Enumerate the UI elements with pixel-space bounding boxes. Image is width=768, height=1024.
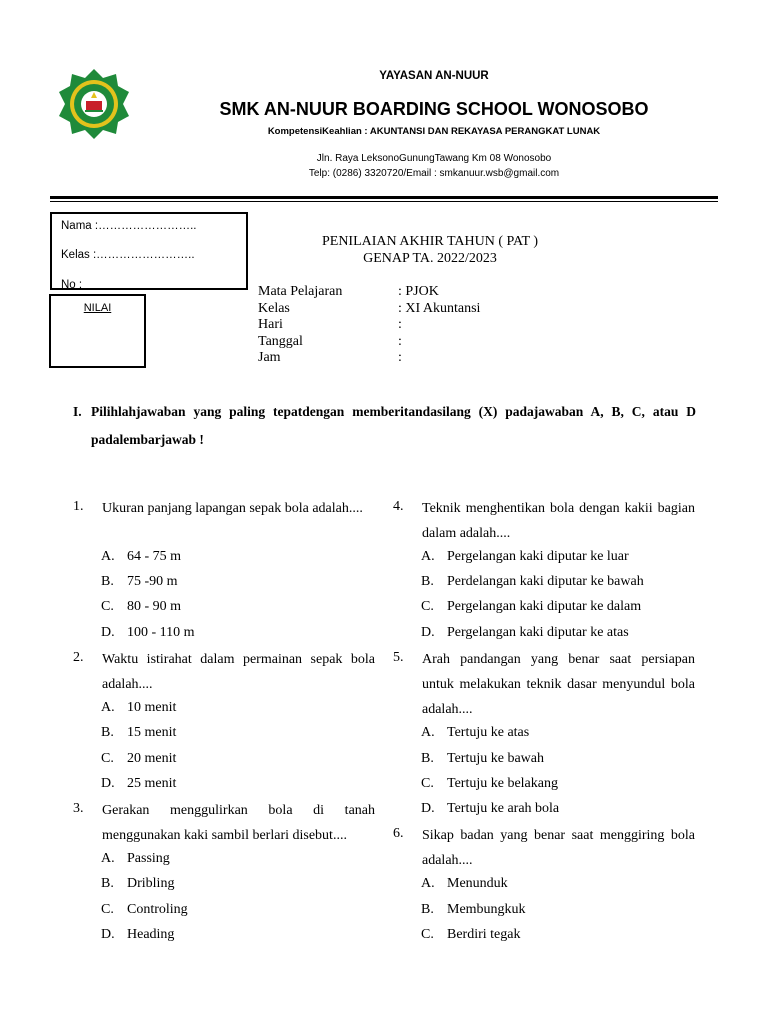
- info-label: Tanggal: [258, 333, 303, 349]
- info-value: : PJOK: [398, 284, 439, 299]
- info-value: :: [398, 317, 402, 332]
- competency-line: KompetensiKeahlian : AKUNTANSI DAN REKAYASA PERANGKAT LUNAK: [267, 126, 601, 137]
- address-line: Jln. Raya LeksonoGunungTawang Km 08 Wonosobo: [316, 153, 552, 164]
- info-value: :: [398, 350, 402, 365]
- question-number: 5.: [393, 650, 404, 665]
- info-row: [258, 301, 480, 318]
- question-number: 1.: [73, 499, 84, 514]
- info-label: Hari: [258, 317, 283, 332]
- question-text: Sikap badan yang benar saat menggiring bola adalah....: [422, 828, 695, 869]
- info-row: [258, 334, 402, 351]
- question-number: 4.: [393, 499, 404, 514]
- student-identity-box: [50, 212, 248, 290]
- question-text: Arah pandangan yang benar saat persiapan untuk melakukan teknik dasar menyundul bola adalah....: [422, 652, 695, 718]
- exam-title: [250, 233, 610, 267]
- info-label: Kelas: [258, 300, 290, 316]
- info-value: : XI Akuntansi: [398, 300, 481, 316]
- info-row: [258, 317, 402, 334]
- info-row: [258, 350, 402, 367]
- exam-title-line2: GENAP TA. 2022/2023: [363, 251, 497, 266]
- info-label: Mata Pelajaran: [258, 284, 343, 299]
- score-label: NILAI: [83, 302, 112, 314]
- info-row: [258, 284, 439, 301]
- header-rule-thick: [50, 196, 718, 199]
- question-text: Ukuran panjang lapangan sepak bola adalah....: [102, 501, 363, 516]
- foundation-name: YAYASAN AN-NUUR: [379, 70, 489, 82]
- question-number: 2.: [73, 650, 84, 665]
- number-field[interactable]: No :: [61, 279, 83, 290]
- name-field[interactable]: Nama :……………………..: [61, 220, 197, 232]
- info-label: Jam: [258, 350, 281, 365]
- question-number: 3.: [73, 801, 84, 816]
- class-field[interactable]: Kelas :……………………..: [61, 249, 195, 261]
- school-name: SMK AN-NUUR BOARDING SCHOOL WONOSOBO: [219, 99, 649, 119]
- info-value: :: [398, 333, 402, 349]
- question-text: Waktu istirahat dalam permainan sepak bola adalah....: [102, 652, 375, 693]
- exam-title-line1: PENILAIAN AKHIR TAHUN ( PAT ): [321, 234, 538, 249]
- question-number: 6.: [393, 826, 404, 841]
- contact-line: Telp: (0286) 3320720/Email : smkanuur.wsb@gmail.com: [308, 168, 560, 179]
- instructions-number: I.: [73, 404, 82, 419]
- question-text: Teknik menghentikan bola dengan kakii bagian dalam adalah....: [422, 501, 695, 542]
- score-box: [49, 294, 146, 368]
- instructions-text: Pilihlahjawaban yang paling tepatdengan memberitandasilang (X) padajawaban A, B, C, atau D padalembarjawab !: [91, 404, 696, 447]
- header-rule-thin: [50, 201, 718, 202]
- question-text: Gerakan menggulirkan bola di tanah menggunakan kaki sambil berlari disebut....: [102, 803, 375, 844]
